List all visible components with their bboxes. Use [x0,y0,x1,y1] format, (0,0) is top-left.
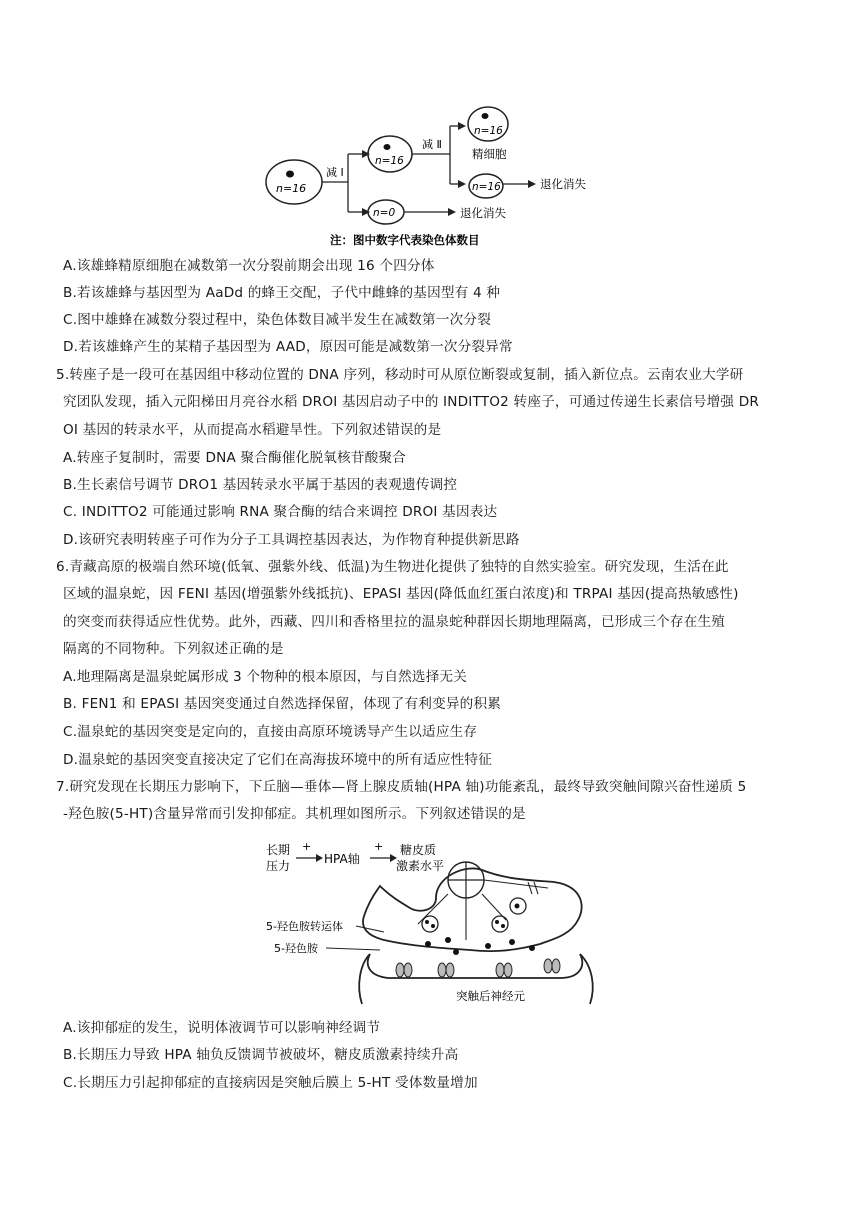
transporter-label: 5-羟色胺转运体 [266,920,343,933]
q6-option-c: C.温泉蛇的基因突变是定向的，直接由高原环境诱导产生以适应生存 [63,724,478,740]
degenerate-label-1: 退化消失 [540,177,586,191]
q7-option-c: C.长期压力引起抑郁症的直接病因是突触后膜上 5-HT 受体数量增加 [63,1075,478,1091]
start-cell-label: n=16 [276,182,307,195]
sperm-label: 精细胞 [472,147,507,161]
receptor-channels [396,959,560,977]
q6-option-b: B. FEN1 和 EPASI 基因突变通过自然选择保留，体现了有利变异的积累 [63,696,502,712]
synapse-diagram [260,836,600,1010]
zero-cell-label: n=0 [373,207,396,219]
stress-label-line2: 压力 [266,859,291,873]
plus-sign-1: + [302,840,312,853]
q7-option-b: B.长期压力导致 HPA 轴负反馈调节被破坏，糖皮质激素持续升高 [63,1047,459,1063]
stress-label-line1: 长期 [266,843,291,857]
q5-option-c: C. INDITTO2 可能通过影响 RNA 聚合酶的结合来调控 DROI 基因表达 [63,504,498,520]
q5-stem-line-1: 5.转座子是一段可在基因组中移动位置的 DNA 序列，移动时可从原位断裂或复制，插入新位点。云南农业大学研 [56,367,744,383]
q7-stem-line-1: 7.研究发现在长期压力影响下，下丘脑—垂体—肾上腺皮质轴(HPA 轴)功能紊乱，最终导致突触间隙兴奋性递质 5 [56,779,747,795]
q6-stem-line-3: 的突变而获得适应性优势。此外，西藏、四川和香格里拉的温泉蛇种群因长期地理隔离，已形成三个存在生殖 [63,614,726,630]
bottom-cell-label: n=16 [472,181,501,193]
serotonin-label: 5-羟色胺 [274,942,318,955]
q6-stem-line-4: 隔离的不同物种。下列叙述正确的是 [63,641,284,657]
q7-option-a: A.该抑郁症的发生，说明体液调节可以影响神经调节 [63,1020,381,1036]
q5-option-a: A.转座子复制时，需要 DNA 聚合酶催化脱氧核苷酸聚合 [63,450,407,466]
presynaptic-terminal [363,868,582,951]
q5-option-d: D.该研究表明转座子可作为分子工具调控基因表达，为作物育种提供新思路 [63,532,520,548]
meiosis1-label: 减 Ⅰ [326,166,344,179]
figure-note: 注：图中数字代表染色体数目 [330,233,480,247]
degenerate-label-2: 退化消失 [460,206,506,220]
mid-cell-label: n=16 [375,155,404,167]
q7-stem-line-2: -羟色胺(5-HT)含量异常而引发抑郁症。其机理如图所示。下列叙述错误的是 [63,806,526,822]
q5-option-b: B.生长素信号调节 DRO1 基因转录水平属于基因的表观遗传调控 [63,477,458,493]
q5-stem-line-3: OI 基因的转录水平，从而提高水稻避旱性。下列叙述错误的是 [63,422,442,438]
meiosis-diagram [262,96,592,251]
plus-sign-2: + [374,840,384,853]
glucocorticoid-label-line2: 激素水平 [396,859,445,873]
q4-option-d: D.若该雄蜂产生的某精子基因型为 AAD，原因可能是减数第一次分裂异常 [63,339,513,355]
q4-option-b: B.若该雄蜂与基因型为 AaDd 的蜂王交配，子代中雌蜂的基因型有 4 种 [63,285,501,301]
q5-stem-line-2: 究团队发现，插入元阳梯田月亮谷水稻 DROI 基因启动子中的 INDITTO2 转座子，可通过传递生长素信号增强 DR [63,394,760,410]
top-cell-label: n=16 [474,125,503,137]
meiosis2-label: 减 Ⅱ [422,138,442,151]
nucleus-dot [286,171,294,178]
postsynaptic-neuron-label: 突触后神经元 [456,989,525,1003]
q4-option-c: C.图中雄蜂在减数分裂过程中，染色体数目减半发生在减数第一次分裂 [63,312,492,328]
q6-stem-line-2: 区域的温泉蛇，因 FENI 基因(增强紫外线抵抗)、EPASI 基因(降低血红蛋白浓度)和 TRPAI 基因(提高热敏感性) [63,586,739,602]
vesicle [492,916,508,932]
q6-option-a: A.地理隔离是温泉蛇属形成 3 个物种的根本原因，与自然选择无关 [63,669,468,685]
vesicle [422,916,438,932]
q6-option-d: D.温泉蛇的基因突变直接决定了它们在高海拔环境中的所有适应性特征 [63,752,492,768]
q4-option-a: A.该雄蜂精原细胞在减数第一次分裂前期会出现 16 个四分体 [63,258,435,274]
glucocorticoid-label-line1: 糖皮质 [400,843,437,857]
hpa-axis-label: HPA轴 [324,852,360,866]
q6-stem-line-1: 6.青藏高原的极端自然环境(低氧、强紫外线、低温)为生物进化提供了独特的自然实验室。研究发现，生活在此 [56,559,729,575]
